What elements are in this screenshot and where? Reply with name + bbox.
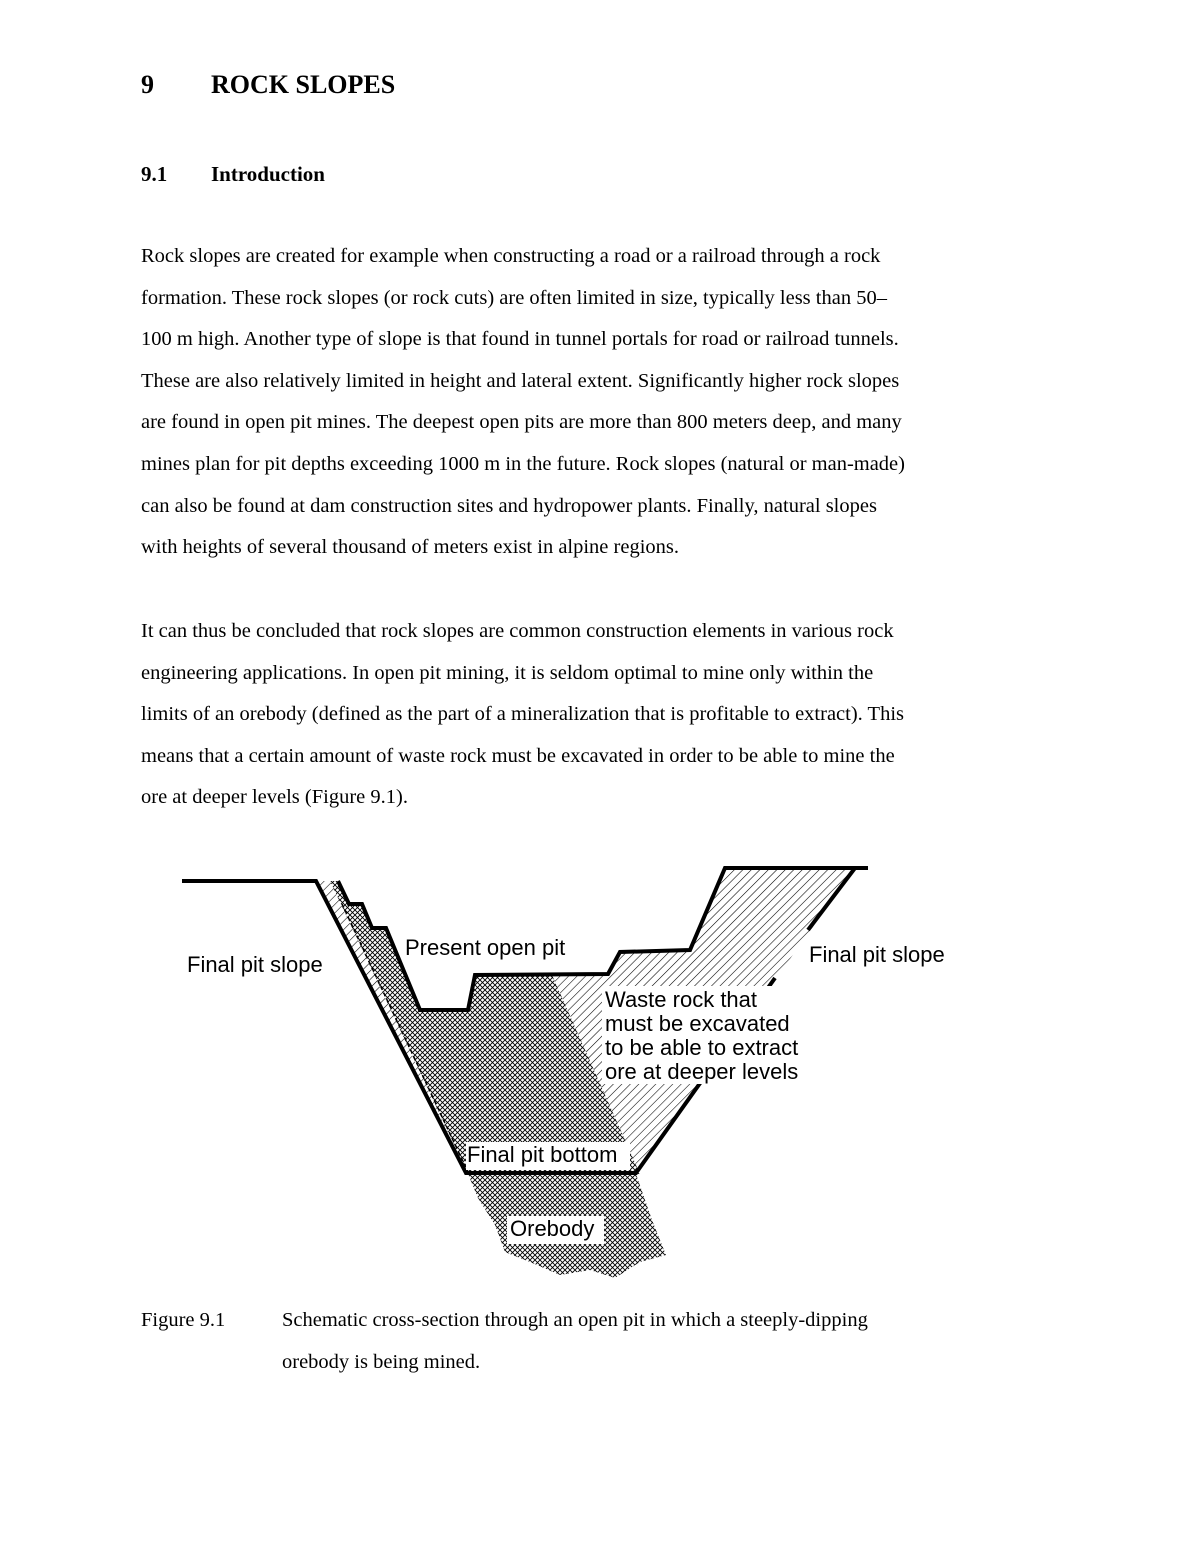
figure-caption-text xyxy=(282,1300,982,1383)
chapter-title: ROCK SLOPES xyxy=(211,70,396,99)
paragraph-line: formation. These rock slopes (or rock cuts) are often limited in size, typically less than 50– xyxy=(141,286,887,309)
paragraph-line: Rock slopes are created for example when constructing a road or a railroad through a rock xyxy=(141,245,881,267)
figure-caption-label: Figure 9.1 xyxy=(141,1309,226,1331)
final-pit-bottom-label-text: Final pit bottom xyxy=(467,1142,618,1167)
chapter-heading xyxy=(141,70,395,100)
waste-rock-label-line: Waste rock that xyxy=(605,987,758,1012)
section-title: Introduction xyxy=(211,162,325,186)
paragraph-line: mines plan for pit depths exceeding 1000 m in the future. Rock slopes (natural or man-made) xyxy=(141,452,905,475)
paragraph-2 xyxy=(141,611,1041,819)
section-heading xyxy=(141,162,325,187)
waste-rock-label-line: ore at deeper levels xyxy=(605,1059,799,1084)
orebody-label-text: Orebody xyxy=(510,1216,595,1241)
paragraph-line: These are also relatively limited in height and lateral extent. Significantly higher rock slopes xyxy=(141,369,900,392)
paragraph-line: limits of an orebody (defined as the part of a mineralization that is profitable to extract). This xyxy=(141,703,905,726)
paragraph-line: means that a certain amount of waste rock must be excavated in order to be able to mine the xyxy=(141,744,895,767)
open-pit-cross-section-figure xyxy=(0,840,1200,1300)
paragraph-line: can also be found at dam construction sites and hydropower plants. Finally, natural slopes xyxy=(141,494,877,517)
present-open-pit-label: Present open pit xyxy=(405,935,566,960)
final-pit-slope-right-label: Final pit slope xyxy=(809,942,945,967)
paragraph-1 xyxy=(141,236,1041,569)
orebody-label xyxy=(507,1216,604,1244)
final-pit-bottom-label xyxy=(466,1142,630,1170)
final-pit-slope-left-label: Final pit slope xyxy=(187,952,323,977)
paragraph-line: with heights of several thousand of meters exist in alpine regions. xyxy=(141,536,680,559)
paragraph-line: are found in open pit mines. The deepest open pits are more than 800 meters deep, and many xyxy=(141,411,902,434)
waste-rock-label xyxy=(602,986,818,1084)
figure-caption-line: Schematic cross-section through an open pit in which a steeply-dipping xyxy=(282,1309,868,1331)
waste-rock-label-line: must be excavated xyxy=(605,1011,790,1036)
waste-rock-label-line: to be able to extract xyxy=(605,1035,799,1060)
figure-caption-line: orebody is being mined. xyxy=(282,1350,481,1373)
paragraph-line: It can thus be concluded that rock slopes are common construction elements in various rock xyxy=(141,620,894,642)
chapter-number: 9 xyxy=(141,70,154,99)
paragraph-line: 100 m high. Another type of slope is that found in tunnel portals for road or railroad tunnels. xyxy=(141,328,899,351)
paragraph-line: ore at deeper levels (Figure 9.1). xyxy=(141,786,408,809)
section-number: 9.1 xyxy=(141,162,168,186)
paragraph-line: engineering applications. In open pit mining, it is seldom optimal to mine only within the xyxy=(141,661,874,684)
